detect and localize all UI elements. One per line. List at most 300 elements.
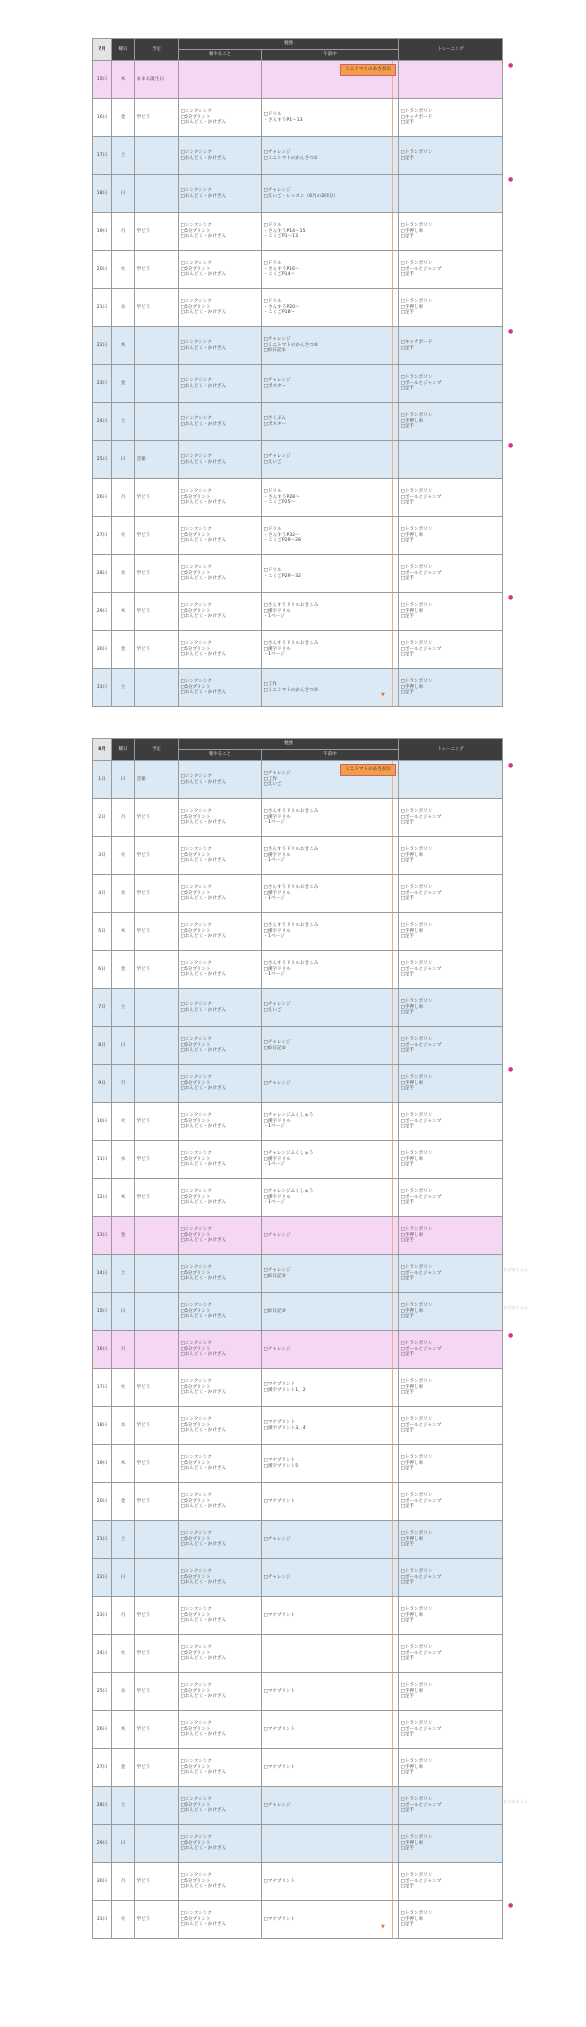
task-item[interactable]: □おんどく・かけざん bbox=[180, 1086, 227, 1092]
task-item[interactable]: □足手 bbox=[400, 538, 415, 544]
task-item[interactable]: □トランポリン bbox=[400, 1644, 433, 1650]
task-item[interactable]: □チャレンジ bbox=[263, 1039, 291, 1045]
task-item[interactable]: □ボールとジャンプ bbox=[400, 1042, 442, 1048]
task-item[interactable]: □シンクシンク bbox=[180, 187, 212, 193]
task-item[interactable]: □5分プリント bbox=[180, 1878, 211, 1884]
task-item[interactable]: ・1ページ bbox=[263, 934, 285, 940]
task-item[interactable]: □シンクシンク bbox=[180, 1910, 212, 1916]
task-item[interactable]: □トランポリン bbox=[400, 564, 433, 570]
task-item[interactable]: □足手 bbox=[400, 1732, 415, 1738]
task-item[interactable]: □おんどく・かけざん bbox=[180, 1048, 227, 1054]
task-item[interactable]: □5分プリント bbox=[180, 966, 211, 972]
task-item[interactable]: □おんどく・かけざん bbox=[180, 1200, 227, 1206]
task-item[interactable]: □トランポリン bbox=[400, 640, 433, 646]
task-item[interactable]: □5分プリント bbox=[180, 1574, 211, 1580]
task-item[interactable]: □足手 bbox=[400, 1618, 415, 1624]
task-item[interactable]: ・こくごP29～32 bbox=[263, 573, 301, 579]
task-item[interactable]: □トランポリン bbox=[400, 149, 433, 155]
task-item[interactable]: □足手 bbox=[400, 1656, 415, 1662]
task-item[interactable]: □5分プリント bbox=[180, 1840, 211, 1846]
task-item[interactable]: □トランポリン bbox=[400, 260, 433, 266]
task-item[interactable]: □シンクシンク bbox=[180, 377, 212, 383]
task-item[interactable]: □おんどく・かけざん bbox=[180, 820, 227, 826]
task-item[interactable]: □手押し車 bbox=[400, 1156, 424, 1162]
task-item[interactable]: □おんどく・かけざん bbox=[180, 1314, 227, 1320]
task-item[interactable]: □ミニトマトのかんさつ① bbox=[263, 155, 318, 161]
task-item[interactable]: □5分プリント bbox=[180, 1802, 211, 1808]
task-item[interactable]: □足手 bbox=[400, 1466, 415, 1472]
task-item[interactable]: □シンクシンク bbox=[180, 602, 212, 608]
task-item[interactable]: □シンクシンク bbox=[180, 773, 212, 779]
task-item[interactable]: □足手 bbox=[400, 690, 415, 696]
task-item[interactable]: □おんどく・かけざん bbox=[180, 1428, 227, 1434]
task-item[interactable]: ・こくごP1～13 bbox=[263, 234, 299, 240]
task-item[interactable]: □足手 bbox=[400, 234, 415, 240]
task-item[interactable]: □ボールとジャンプ bbox=[400, 890, 442, 896]
task-item[interactable]: □ボールとジャンプ bbox=[400, 1270, 442, 1276]
task-item[interactable]: □足手 bbox=[400, 1010, 415, 1016]
task-item[interactable]: □シンクシンク bbox=[180, 1226, 212, 1232]
task-item[interactable]: □ボールとジャンプ bbox=[400, 1422, 442, 1428]
task-item[interactable]: □シンクシンク bbox=[180, 960, 212, 966]
task-item[interactable]: □絵日記② bbox=[263, 1045, 286, 1051]
task-item[interactable]: □漢字ドリル bbox=[263, 966, 291, 972]
task-item[interactable]: □おんどく・かけざん bbox=[180, 500, 227, 506]
task-item[interactable]: □5分プリント bbox=[180, 684, 211, 690]
task-item[interactable]: □足手 bbox=[400, 1276, 415, 1282]
task-item[interactable]: □トランポリン bbox=[400, 808, 433, 814]
task-item[interactable]: □5分プリント bbox=[180, 1916, 211, 1922]
task-item[interactable]: □手押し車 bbox=[400, 1916, 424, 1922]
task-item[interactable]: □チャレンジ bbox=[263, 770, 291, 776]
task-item[interactable]: □手押し車 bbox=[400, 1840, 424, 1846]
task-item[interactable]: □5分プリント bbox=[180, 1422, 211, 1428]
task-item[interactable]: □おんどく・かけざん bbox=[180, 779, 227, 785]
task-item[interactable]: □トランポリン bbox=[400, 1758, 433, 1764]
task-item[interactable]: □ドリル bbox=[263, 222, 282, 228]
task-item[interactable]: □シンクシンク bbox=[180, 453, 212, 459]
task-item[interactable]: □絵日記③ bbox=[263, 1273, 286, 1279]
task-item[interactable]: □トランポリン bbox=[400, 1872, 433, 1878]
task-item[interactable]: ・こくごP14～ bbox=[263, 272, 296, 278]
task-item[interactable]: □絵日記① bbox=[263, 348, 286, 354]
task-item[interactable]: □足手 bbox=[400, 1390, 415, 1396]
task-item[interactable]: □トランポリン bbox=[400, 678, 433, 684]
task-item[interactable]: □足手 bbox=[400, 424, 415, 430]
task-item[interactable]: □マナプリント bbox=[263, 1419, 296, 1425]
task-item[interactable]: □トランポリン bbox=[400, 1682, 433, 1688]
task-item[interactable]: □5分プリント bbox=[180, 1080, 211, 1086]
task-item[interactable]: □さんすうドリルおきこみ bbox=[263, 640, 319, 646]
task-item[interactable]: □5分プリント bbox=[180, 928, 211, 934]
task-item[interactable]: □足手 bbox=[400, 1580, 415, 1586]
task-item[interactable]: □ボールとジャンプ bbox=[400, 1574, 442, 1580]
task-item[interactable]: □5分プリント bbox=[180, 266, 211, 272]
task-item[interactable]: □おんどく・かけざん bbox=[180, 1656, 227, 1662]
task-item[interactable]: □シンクシンク bbox=[180, 1758, 212, 1764]
task-item[interactable]: □5分プリント bbox=[180, 1460, 211, 1466]
task-item[interactable]: □手押し車 bbox=[400, 418, 424, 424]
task-item[interactable]: □トランポリン bbox=[400, 1530, 433, 1536]
task-item[interactable]: ・1ページ bbox=[263, 614, 285, 620]
task-item[interactable]: □手押し車 bbox=[400, 532, 424, 538]
task-item[interactable]: □ドリル bbox=[263, 567, 282, 573]
task-item[interactable]: □トランポリン bbox=[400, 1492, 433, 1498]
task-item[interactable]: □シンクシンク bbox=[180, 1454, 212, 1460]
task-item[interactable]: □足手 bbox=[400, 1428, 415, 1434]
task-item[interactable]: □トランポリン bbox=[400, 1112, 433, 1118]
task-item[interactable]: ・1ページ bbox=[263, 1124, 285, 1130]
task-item[interactable]: □シンクシンク bbox=[180, 415, 212, 421]
task-item[interactable]: □チャレンジ bbox=[263, 1267, 291, 1273]
task-item[interactable]: □ドリル bbox=[263, 298, 282, 304]
task-item[interactable]: □漢字プリント1、2 bbox=[263, 1387, 306, 1393]
task-item[interactable]: □ボールとジャンプ bbox=[400, 380, 442, 386]
task-item[interactable]: □5分プリント bbox=[180, 1118, 211, 1124]
task-item[interactable]: □手押し車 bbox=[400, 684, 424, 690]
task-item[interactable]: □5分プリント bbox=[180, 114, 211, 120]
task-item[interactable]: □チャレンジ bbox=[263, 1080, 291, 1086]
task-item[interactable]: □足手 bbox=[400, 500, 415, 506]
task-item[interactable]: □手押し車 bbox=[400, 1080, 424, 1086]
task-item[interactable]: □ドリル bbox=[263, 526, 282, 532]
task-item[interactable]: □足手 bbox=[400, 1504, 415, 1510]
task-item[interactable]: □5分プリント bbox=[180, 814, 211, 820]
task-item[interactable]: □5分プリント bbox=[180, 1650, 211, 1656]
task-item[interactable]: □手押し車 bbox=[400, 1688, 424, 1694]
task-item[interactable]: □おんどく・かけざん bbox=[180, 234, 227, 240]
task-item[interactable]: ・こくごP18～ bbox=[263, 310, 296, 316]
task-item[interactable]: □ボールとジャンプ bbox=[400, 494, 442, 500]
task-item[interactable]: □足手 bbox=[400, 820, 415, 826]
task-item[interactable]: □トランポリン bbox=[400, 298, 433, 304]
task-item[interactable]: □足手 bbox=[400, 1846, 415, 1852]
task-item[interactable]: □5分プリント bbox=[180, 1042, 211, 1048]
task-item[interactable]: □シンクシンク bbox=[180, 1188, 212, 1194]
task-item[interactable]: □5分プリント bbox=[180, 646, 211, 652]
task-item[interactable]: ・1ページ bbox=[263, 858, 285, 864]
task-item[interactable]: □足手 bbox=[400, 345, 415, 351]
task-item[interactable]: □シンクシンク bbox=[180, 1378, 212, 1384]
task-item[interactable]: □おんどく・かけざん bbox=[180, 1618, 227, 1624]
task-item[interactable]: □ボールとジャンプ bbox=[400, 266, 442, 272]
task-item[interactable]: □手押し車 bbox=[400, 852, 424, 858]
task-item[interactable]: □えいご bbox=[263, 459, 282, 465]
task-item[interactable]: □トランポリン bbox=[400, 922, 433, 928]
task-item[interactable]: □チャレンジ bbox=[263, 336, 291, 342]
task-item[interactable]: □足手 bbox=[400, 1770, 415, 1776]
task-item[interactable]: □ミニトマトのかんさつ③ bbox=[263, 687, 318, 693]
task-item[interactable]: □足手 bbox=[400, 614, 415, 620]
task-item[interactable]: □おんどく・かけざん bbox=[180, 1504, 227, 1510]
task-item[interactable]: □キッチボード bbox=[400, 114, 433, 120]
task-item[interactable]: ・さんすうP32～ bbox=[263, 532, 300, 538]
task-item[interactable]: □トランポリン bbox=[400, 846, 433, 852]
task-item[interactable]: □おんどく・かけざん bbox=[180, 1922, 227, 1928]
task-item[interactable]: □5分プリント bbox=[180, 228, 211, 234]
task-item[interactable]: □漢字プリント3、4 bbox=[263, 1425, 306, 1431]
task-item[interactable]: □ドリル bbox=[263, 260, 282, 266]
task-item[interactable]: □おんどく・かけざん bbox=[180, 1276, 227, 1282]
task-item[interactable]: □おんどく・かけざん bbox=[180, 1390, 227, 1396]
task-item[interactable]: □おんどく・かけざん bbox=[180, 155, 227, 161]
task-item[interactable]: □マナプリント bbox=[263, 1726, 296, 1732]
task-item[interactable]: □チャレンジふくしゅう bbox=[263, 1188, 314, 1194]
task-item[interactable]: □手押し車 bbox=[400, 1536, 424, 1542]
task-item[interactable]: ・1ページ bbox=[263, 820, 285, 826]
task-item[interactable]: □マナプリント bbox=[263, 1878, 296, 1884]
task-item[interactable]: □ミニトマトのかんさつ② bbox=[263, 342, 318, 348]
task-item[interactable]: □シンクシンク bbox=[180, 846, 212, 852]
task-item[interactable]: □シンクシンク bbox=[180, 1644, 212, 1650]
task-item[interactable]: □ドリル bbox=[263, 488, 282, 494]
task-item[interactable]: □シンクシンク bbox=[180, 1112, 212, 1118]
task-item[interactable]: □トランポリン bbox=[400, 526, 433, 532]
task-item[interactable]: □トランポリン bbox=[400, 1720, 433, 1726]
task-item[interactable]: □えいご・レッスン（6月の2回分） bbox=[263, 193, 338, 199]
task-item[interactable]: □ボールとジャンプ bbox=[400, 1346, 442, 1352]
task-item[interactable]: □トランポリン bbox=[400, 108, 433, 114]
task-item[interactable]: □おんどく・かけざん bbox=[180, 1732, 227, 1738]
task-item[interactable]: □ボールとジャンプ bbox=[400, 814, 442, 820]
task-item[interactable]: □おんどく・かけざん bbox=[180, 858, 227, 864]
task-item[interactable]: □チャレンジ bbox=[263, 1001, 291, 1007]
task-item[interactable]: □マナプリント bbox=[263, 1457, 296, 1463]
task-item[interactable]: □足手 bbox=[400, 155, 415, 161]
task-item[interactable]: □チャレンジ bbox=[263, 149, 291, 155]
task-item[interactable]: □足手 bbox=[400, 1314, 415, 1320]
task-item[interactable]: □漢字ドリル bbox=[263, 1118, 291, 1124]
task-item[interactable]: □さんすうドリルおきこみ bbox=[263, 808, 319, 814]
task-item[interactable]: □足手 bbox=[400, 576, 415, 582]
task-item[interactable]: □チャレンジ bbox=[263, 1232, 291, 1238]
task-item[interactable]: □ボールとジャンプ bbox=[400, 1498, 442, 1504]
task-item[interactable]: □トランポリン bbox=[400, 488, 433, 494]
task-item[interactable]: □おんどく・かけざん bbox=[180, 193, 227, 199]
task-item[interactable]: □シンクシンク bbox=[180, 564, 212, 570]
task-item[interactable]: ・さんすうP28～ bbox=[263, 494, 300, 500]
task-item[interactable]: □足手 bbox=[400, 934, 415, 940]
task-item[interactable]: □シンクシンク bbox=[180, 1150, 212, 1156]
task-item[interactable]: □足手 bbox=[400, 1808, 415, 1814]
task-item[interactable]: □おんどく・かけざん bbox=[180, 1162, 227, 1168]
task-item[interactable]: □ボールとジャンプ bbox=[400, 966, 442, 972]
task-item[interactable]: □トランポリン bbox=[400, 412, 433, 418]
task-item[interactable]: □絵日記③ bbox=[263, 1308, 286, 1314]
task-item[interactable]: □5分プリント bbox=[180, 1270, 211, 1276]
task-item[interactable]: □チャレンジ bbox=[263, 453, 291, 459]
task-item[interactable]: □シンクシンク bbox=[180, 922, 212, 928]
task-item[interactable]: □シンクシンク bbox=[180, 1001, 212, 1007]
task-item[interactable]: □5分プリント bbox=[180, 1536, 211, 1542]
task-item[interactable]: □おんどく・かけざん bbox=[180, 345, 227, 351]
task-item[interactable]: □チャレンジ bbox=[263, 1802, 291, 1808]
task-item[interactable]: □チャレンジ bbox=[263, 1346, 291, 1352]
task-item[interactable]: □シンクシンク bbox=[180, 1872, 212, 1878]
task-item[interactable]: □足手 bbox=[400, 896, 415, 902]
task-item[interactable]: ・1ページ bbox=[263, 972, 285, 978]
task-item[interactable]: □足手 bbox=[400, 272, 415, 278]
task-item[interactable]: □トランポリン bbox=[400, 1606, 433, 1612]
task-item[interactable]: □足手 bbox=[400, 386, 415, 392]
task-item[interactable]: □おんどく・かけざん bbox=[180, 1884, 227, 1890]
task-item[interactable]: □工作 bbox=[263, 681, 278, 687]
task-item[interactable]: □おんどく・かけざん bbox=[180, 576, 227, 582]
task-item[interactable]: □5分プリント bbox=[180, 1308, 211, 1314]
task-item[interactable]: □ボールとジャンプ bbox=[400, 1802, 442, 1808]
task-item[interactable]: □シンクシンク bbox=[180, 1568, 212, 1574]
task-item[interactable]: □ボールとジャンプ bbox=[400, 1118, 442, 1124]
task-item[interactable]: □おんどく・かけざん bbox=[180, 652, 227, 658]
task-item[interactable]: □トランポリン bbox=[400, 1188, 433, 1194]
task-item[interactable]: □シンクシンク bbox=[180, 1796, 212, 1802]
task-item[interactable]: □トランポリン bbox=[400, 1834, 433, 1840]
task-item[interactable]: □トランポリン bbox=[400, 1568, 433, 1574]
task-item[interactable]: □手押し車 bbox=[400, 1308, 424, 1314]
task-item[interactable]: □足手 bbox=[400, 1884, 415, 1890]
task-item[interactable]: □手押し車 bbox=[400, 304, 424, 310]
task-item[interactable]: □トランポリン bbox=[400, 1340, 433, 1346]
task-item[interactable]: □シンクシンク bbox=[180, 678, 212, 684]
task-item[interactable]: □トランポリン bbox=[400, 1226, 433, 1232]
task-item[interactable]: □ポスター bbox=[263, 421, 287, 427]
task-item[interactable]: □さんすうドリルおきこみ bbox=[263, 884, 319, 890]
task-item[interactable]: □足手 bbox=[400, 972, 415, 978]
task-item[interactable]: ・さんすうP1～13 bbox=[263, 117, 303, 123]
task-item[interactable]: □5分プリント bbox=[180, 1156, 211, 1162]
task-item[interactable]: □チャレンジ bbox=[263, 1536, 291, 1542]
task-item[interactable]: □トランポリン bbox=[400, 1036, 433, 1042]
task-item[interactable]: □マナプリント bbox=[263, 1688, 296, 1694]
task-item[interactable]: □漢字ドリル bbox=[263, 608, 291, 614]
task-item[interactable]: □シンクシンク bbox=[180, 108, 212, 114]
task-item[interactable]: □足手 bbox=[400, 652, 415, 658]
task-item[interactable]: □足手 bbox=[400, 1200, 415, 1206]
task-item[interactable]: □5分プリント bbox=[180, 1764, 211, 1770]
task-item[interactable]: ・1ページ bbox=[263, 1162, 285, 1168]
task-item[interactable]: □ボールとジャンプ bbox=[400, 1726, 442, 1732]
task-item[interactable]: □トランポリン bbox=[400, 998, 433, 1004]
task-item[interactable]: □足手 bbox=[400, 1352, 415, 1358]
task-item[interactable]: □手押し車 bbox=[400, 928, 424, 934]
task-item[interactable]: □マナプリント bbox=[263, 1381, 296, 1387]
task-item[interactable]: □チャレンジ bbox=[263, 377, 291, 383]
task-item[interactable]: □シンクシンク bbox=[180, 222, 212, 228]
task-item[interactable]: □5分プリント bbox=[180, 1688, 211, 1694]
task-item[interactable]: □トランポリン bbox=[400, 1454, 433, 1460]
task-item[interactable]: □おんどく・かけざん bbox=[180, 459, 227, 465]
task-item[interactable]: □おんどく・かけざん bbox=[180, 896, 227, 902]
task-item[interactable]: □漢字ドリル bbox=[263, 852, 291, 858]
task-item[interactable]: □漢字ドリル bbox=[263, 814, 291, 820]
task-item[interactable]: ・こくごP25～ bbox=[263, 500, 296, 506]
task-item[interactable]: □ボールとジャンプ bbox=[400, 646, 442, 652]
task-item[interactable]: □おんどく・かけざん bbox=[180, 272, 227, 278]
task-item[interactable]: □シンクシンク bbox=[180, 149, 212, 155]
task-item[interactable]: □シンクシンク bbox=[180, 1074, 212, 1080]
task-item[interactable]: □足手 bbox=[400, 120, 415, 126]
task-item[interactable]: □シンクシンク bbox=[180, 1720, 212, 1726]
task-item[interactable]: □チャレンジ bbox=[263, 187, 291, 193]
task-item[interactable]: □5分プリント bbox=[180, 1346, 211, 1352]
task-item[interactable]: □漢字ドリル bbox=[263, 1194, 291, 1200]
task-item[interactable]: □おんどく・かけざん bbox=[180, 383, 227, 389]
task-item[interactable]: □マナプリント bbox=[263, 1498, 296, 1504]
task-item[interactable]: □5分プリント bbox=[180, 890, 211, 896]
task-item[interactable]: □足手 bbox=[400, 1162, 415, 1168]
task-item[interactable]: □マナプリント bbox=[263, 1764, 296, 1770]
task-item[interactable]: □5分プリント bbox=[180, 1194, 211, 1200]
task-item[interactable]: □おんどく・かけざん bbox=[180, 1124, 227, 1130]
task-item[interactable]: □おんどく・かけざん bbox=[180, 1580, 227, 1586]
task-item[interactable]: □トランポリン bbox=[400, 1416, 433, 1422]
task-item[interactable]: □5分プリント bbox=[180, 1384, 211, 1390]
task-item[interactable]: □5分プリント bbox=[180, 494, 211, 500]
task-item[interactable]: □チャレンジ bbox=[263, 1574, 291, 1580]
task-item[interactable]: □えいご bbox=[263, 782, 282, 788]
task-item[interactable]: ・こくごP29～28 bbox=[263, 538, 301, 544]
task-item[interactable]: □ボールとジャンプ bbox=[400, 1878, 442, 1884]
task-item[interactable]: □シンクシンク bbox=[180, 1340, 212, 1346]
task-item[interactable]: □トランポリン bbox=[400, 1302, 433, 1308]
task-item[interactable]: ・さんすうP16～ bbox=[263, 266, 300, 272]
task-item[interactable]: □足手 bbox=[400, 1238, 415, 1244]
task-item[interactable]: □手押し車 bbox=[400, 1764, 424, 1770]
task-item[interactable]: □ボールとジャンプ bbox=[400, 1650, 442, 1656]
task-item[interactable]: □おんどく・かけざん bbox=[180, 1352, 227, 1358]
task-item[interactable]: □ポスター bbox=[263, 383, 287, 389]
task-item[interactable]: ・さんすうP20～ bbox=[263, 304, 300, 310]
task-item[interactable]: □おんどく・かけざん bbox=[180, 538, 227, 544]
task-item[interactable]: □5分プリント bbox=[180, 304, 211, 310]
task-item[interactable]: □おんどく・かけざん bbox=[180, 1846, 227, 1852]
task-item[interactable]: □手押し車 bbox=[400, 1004, 424, 1010]
task-item[interactable]: □おんどく・かけざん bbox=[180, 614, 227, 620]
task-item[interactable]: □おんどく・かけざん bbox=[180, 421, 227, 427]
task-item[interactable]: □シンクシンク bbox=[180, 884, 212, 890]
task-item[interactable]: □シンクシンク bbox=[180, 1606, 212, 1612]
task-item[interactable]: □さんすうドリルおきこみ bbox=[263, 922, 319, 928]
task-item[interactable]: □漢字プリント5 bbox=[263, 1463, 299, 1469]
task-item[interactable]: □足手 bbox=[400, 1086, 415, 1092]
task-item[interactable]: □5分プリント bbox=[180, 1498, 211, 1504]
task-item[interactable]: □5分プリント bbox=[180, 1612, 211, 1618]
task-item[interactable]: □さんすうドリルおきこみ bbox=[263, 602, 319, 608]
task-item[interactable]: □ボールとジャンプ bbox=[400, 1194, 442, 1200]
task-item[interactable]: □手押し車 bbox=[400, 1612, 424, 1618]
task-item[interactable]: □足手 bbox=[400, 1922, 415, 1928]
task-item[interactable]: □おんどく・かけざん bbox=[180, 690, 227, 696]
task-item[interactable]: □おんどく・かけざん bbox=[180, 1542, 227, 1548]
task-item[interactable]: □手押し車 bbox=[400, 1460, 424, 1466]
task-item[interactable]: □トランポリン bbox=[400, 1796, 433, 1802]
task-item[interactable]: □漢字ドリル bbox=[263, 646, 291, 652]
task-item[interactable]: □シンクシンク bbox=[180, 260, 212, 266]
task-item[interactable]: □チャレンジふくしゅう bbox=[263, 1112, 314, 1118]
task-item[interactable]: □おんどく・かけざん bbox=[180, 120, 227, 126]
task-item[interactable]: ・1ページ bbox=[263, 896, 285, 902]
task-item[interactable]: □さくぶん bbox=[263, 415, 287, 421]
task-item[interactable]: □シンクシンク bbox=[180, 339, 212, 345]
task-item[interactable]: □手押し車 bbox=[400, 228, 424, 234]
task-item[interactable]: □5分プリント bbox=[180, 532, 211, 538]
task-item[interactable]: □トランポリン bbox=[400, 222, 433, 228]
task-item[interactable]: □手押し車 bbox=[400, 1232, 424, 1238]
task-item[interactable]: ・1ページ bbox=[263, 1200, 285, 1206]
task-item[interactable]: □5分プリント bbox=[180, 608, 211, 614]
task-item[interactable]: ・1ページ bbox=[263, 652, 285, 658]
task-item[interactable]: □シンクシンク bbox=[180, 808, 212, 814]
